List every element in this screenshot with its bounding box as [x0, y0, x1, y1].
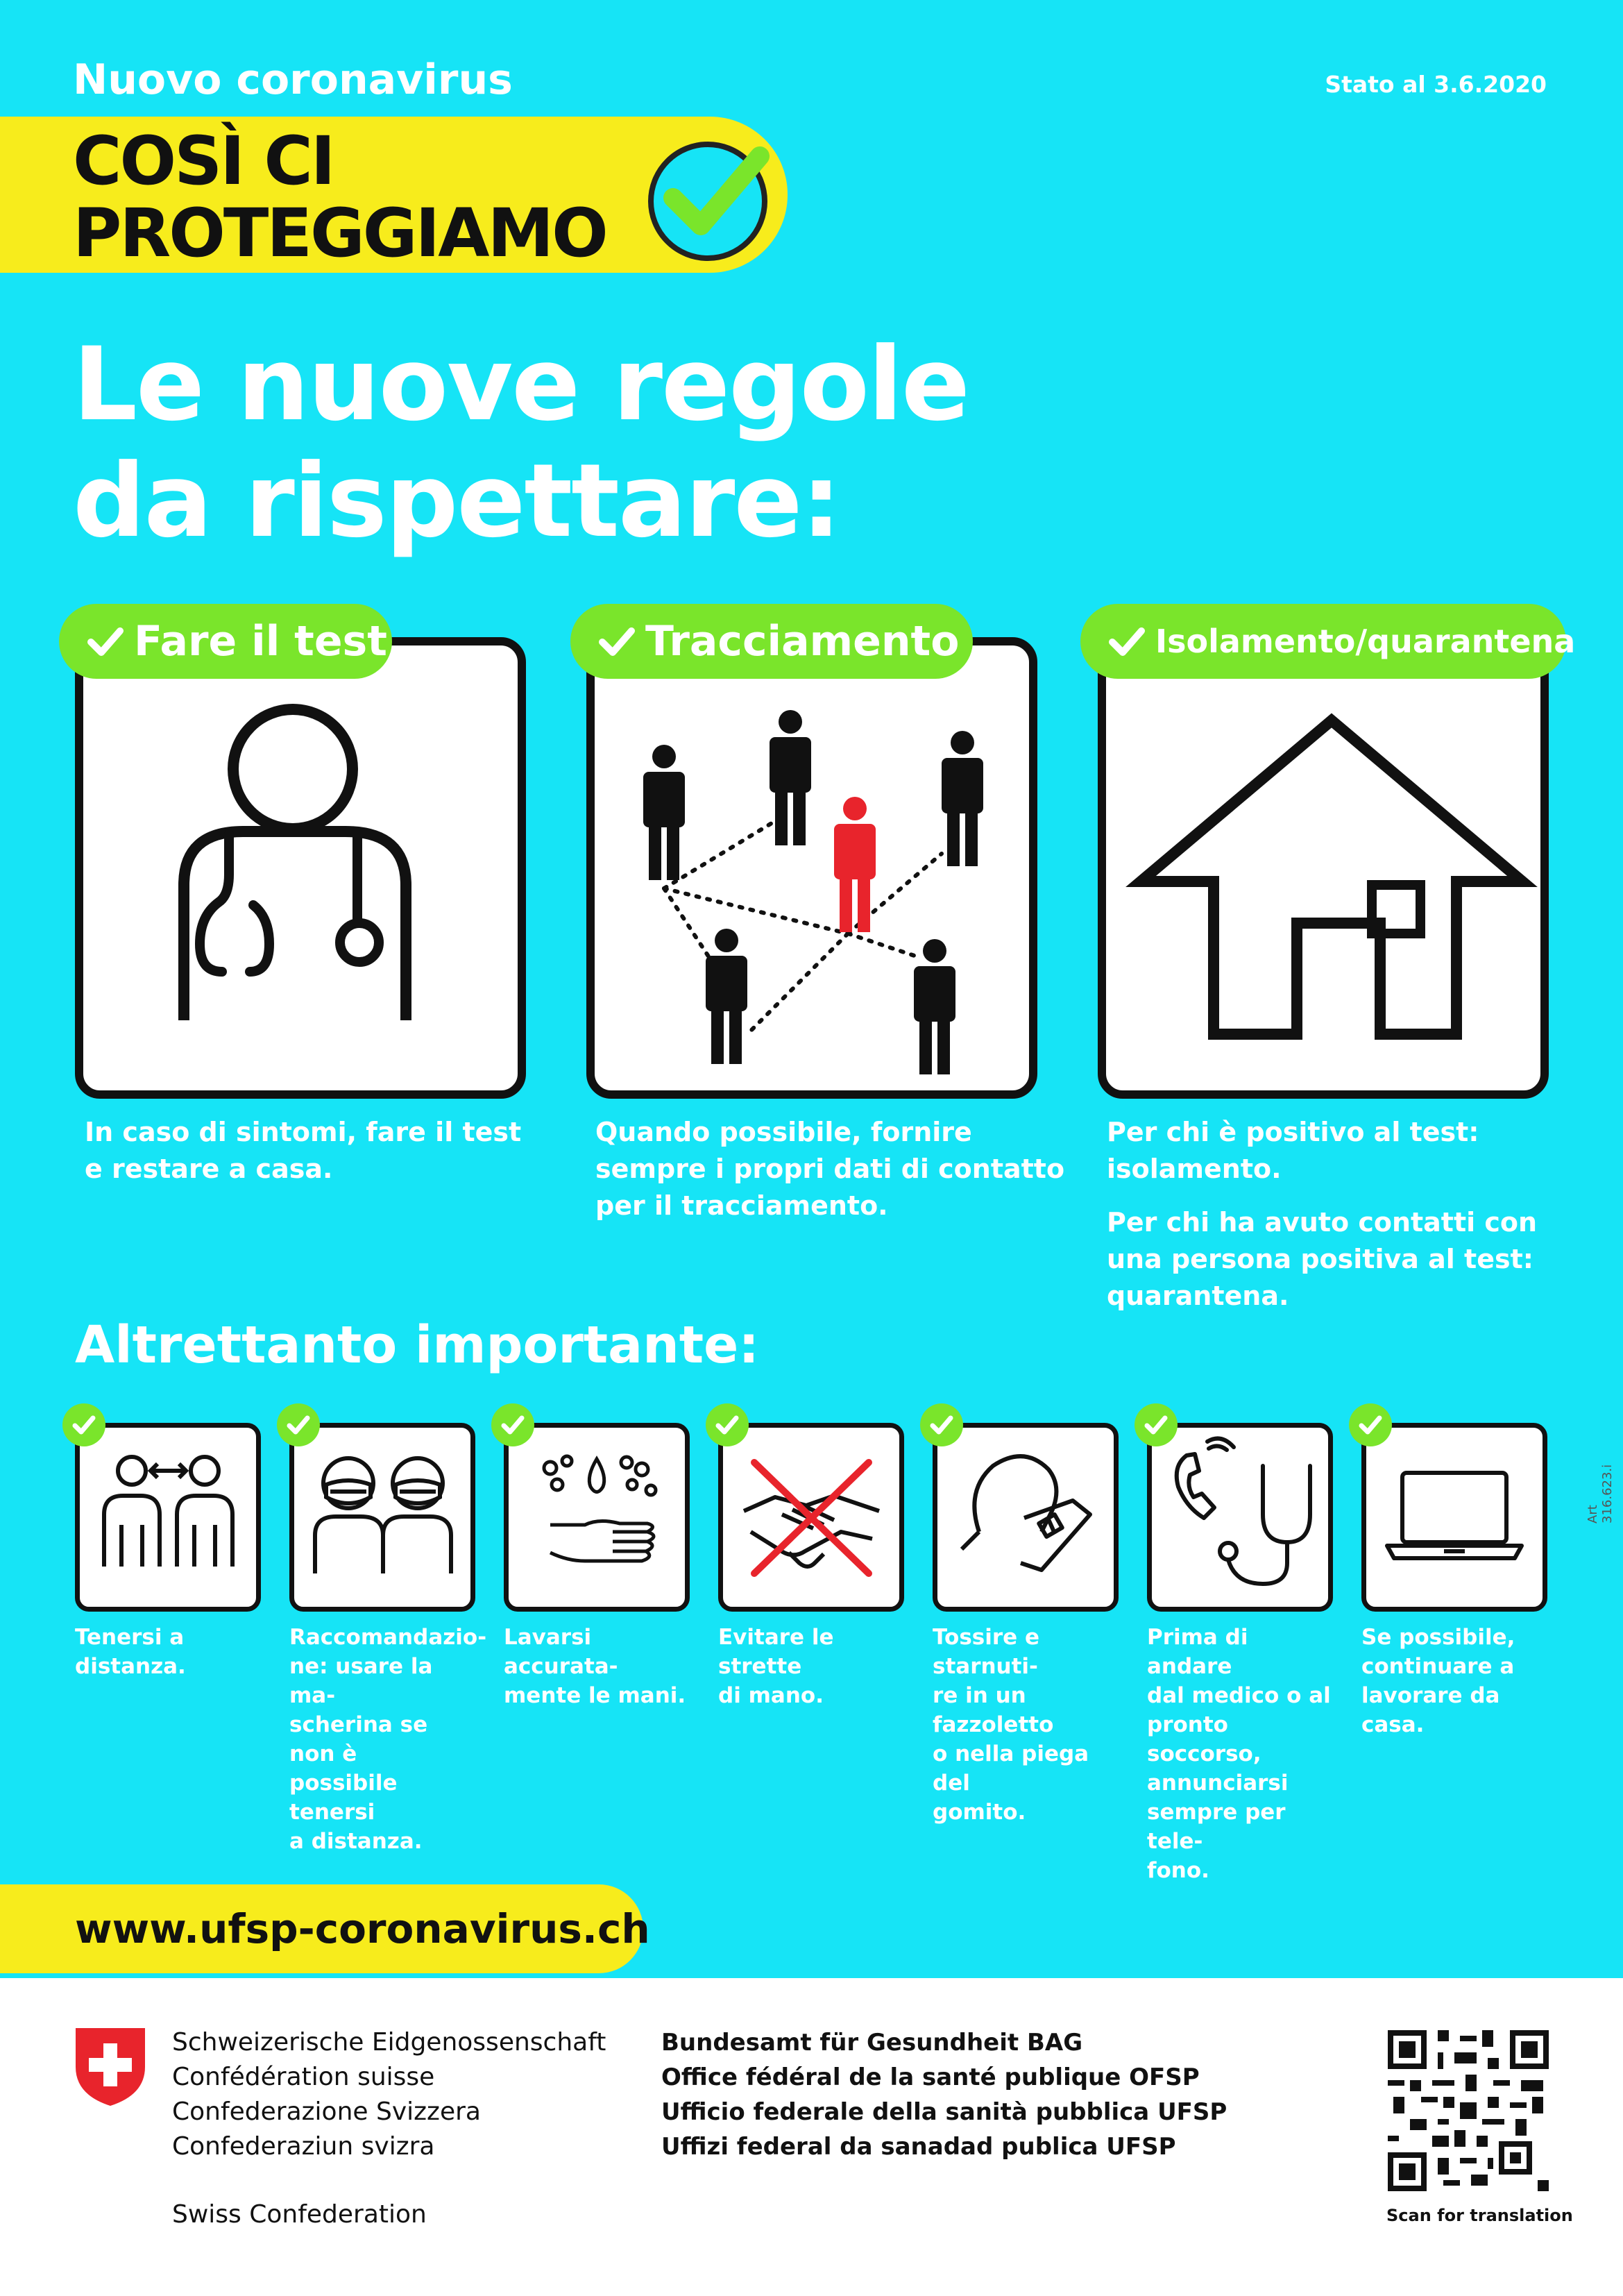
desc-line: Quando possibile, fornire [595, 1117, 972, 1147]
desc-line: a distanza. [289, 1829, 423, 1854]
headline-line2: da rispettare: [73, 442, 840, 560]
desc-line: annunciarsi [1147, 1771, 1289, 1796]
desc-line: una persona positiva al test: [1107, 1244, 1533, 1274]
office-line: Bundesamt für Gesundheit BAG [661, 2029, 1083, 2057]
office-line: Uffizi federal da sanadad publica UFSP [661, 2133, 1176, 2161]
contact-tracing-icon [595, 645, 1029, 1090]
desc-line: Per chi ha avuto contatti con [1107, 1207, 1538, 1238]
check-icon [920, 1403, 963, 1446]
check-icon [491, 1403, 534, 1446]
measure-desc [933, 1623, 1120, 1827]
no-handshake-icon [723, 1428, 899, 1607]
measure-desc [1147, 1623, 1334, 1885]
desc-line: casa. [1361, 1712, 1425, 1737]
check-icon [1108, 623, 1146, 660]
rule-title: Fare il test [134, 617, 387, 666]
rule-title: Isolamento/quarantena [1155, 623, 1576, 660]
measure-desc [1361, 1623, 1549, 1739]
sneeze-elbow-icon [937, 1428, 1114, 1607]
rule-card-isolation [1098, 637, 1549, 1099]
handwash-icon [509, 1428, 685, 1607]
desc-line: ne: usare la ma- [289, 1654, 433, 1708]
desc-line: In caso di sintomi, fare il test [85, 1117, 522, 1147]
desc-line: re in un fazzoletto [933, 1683, 1054, 1737]
desc-line: per il tracciamento. [595, 1190, 888, 1221]
rule-tag-tracing [570, 604, 973, 679]
confederation-line: Schweizerische Eidgenossenschaft [172, 2028, 606, 2057]
desc-line: scherina se non è [289, 1712, 428, 1766]
measure-card [1361, 1423, 1547, 1612]
office-line: Office fédéral de la santé publique OFSP [661, 2063, 1200, 2091]
rule-desc-tracing [595, 1114, 1064, 1224]
confederation-line: Confederazione Svizzera [172, 2097, 481, 2126]
laptop-icon [1366, 1428, 1543, 1607]
measure-card [504, 1423, 690, 1612]
date-label: Stato al 3.6.2020 [1325, 71, 1547, 98]
rule-desc-test [85, 1114, 521, 1188]
desc-line: Lavarsi accurata- [504, 1625, 618, 1679]
rule-tag-test [59, 604, 392, 679]
check-icon [62, 1403, 105, 1446]
measure-desc [289, 1623, 487, 1856]
headline-line1: Le nuove regole [73, 326, 969, 444]
rule-card-test [75, 637, 526, 1099]
desc-line: Raccomandazio- [289, 1625, 487, 1650]
campaign-title [73, 122, 606, 272]
measure-card [718, 1423, 904, 1612]
measure-card [933, 1423, 1119, 1612]
confederation-line: Confederaziun svizra [172, 2132, 435, 2161]
check-icon [1349, 1403, 1392, 1446]
confederation-names [172, 2025, 606, 2232]
house-icon [1106, 645, 1540, 1090]
swiss-confederation-label: Swiss Confederation [172, 2200, 427, 2229]
check-icon [87, 623, 124, 660]
scan-label: Scan for translation [1386, 2206, 1573, 2225]
office-line: Ufficio federale della sanità pubblica UFSP [661, 2098, 1227, 2126]
desc-line: dal medico o al [1147, 1683, 1331, 1708]
rule-card-tracing [586, 637, 1037, 1099]
phone-doctor-icon [1152, 1428, 1328, 1607]
desc-line: pronto soccorso, [1147, 1712, 1261, 1766]
desc-line: possibile tenersi [289, 1771, 398, 1825]
desc-line: continuare a [1361, 1654, 1515, 1679]
swiss-coat-of-arms-icon [73, 2025, 148, 2109]
distance-icon [80, 1428, 256, 1607]
desc-line: isolamento. [1107, 1154, 1282, 1184]
check-icon [598, 623, 636, 660]
desc-line: distanza. [75, 1654, 186, 1679]
check-icon [1135, 1403, 1178, 1446]
section-title: Altrettanto importante: [75, 1315, 759, 1375]
rule-tag-isolation [1080, 604, 1576, 679]
desc-line: mente le mani. [504, 1683, 686, 1708]
mask-icon [294, 1428, 470, 1607]
article-number: Art 316.623.i [1586, 1464, 1615, 1523]
measure-desc [504, 1623, 691, 1710]
desc-line: o nella piega del [933, 1741, 1089, 1796]
measure-card [75, 1423, 261, 1612]
measure-card [289, 1423, 475, 1612]
desc-line: sempre per tele- [1147, 1800, 1286, 1854]
campaign-check-icon [638, 125, 777, 264]
desc-line: lavorare da [1361, 1683, 1500, 1708]
desc-line: Tossire e starnuti- [933, 1625, 1039, 1679]
qr-code-icon[interactable] [1388, 2030, 1549, 2191]
desc-line: fono. [1147, 1858, 1209, 1883]
doctor-stethoscope-icon [83, 645, 518, 1090]
rule-title: Tracciamento [645, 617, 960, 666]
check-icon [706, 1403, 749, 1446]
measure-desc [718, 1623, 906, 1710]
desc-line: Tenersi a [75, 1625, 185, 1650]
measure-desc [75, 1623, 262, 1681]
website-link[interactable]: www.ufsp-coronavirus.ch [75, 1905, 650, 1952]
check-icon [277, 1403, 320, 1446]
desc-line: quarantena. [1107, 1281, 1289, 1311]
campaign-title-line1: COSÌ CI [73, 122, 334, 200]
measure-card [1147, 1423, 1333, 1612]
confederation-line: Confédération suisse [172, 2063, 435, 2091]
desc-line: gomito. [933, 1800, 1026, 1825]
desc-line: sempre i propri dati di contatto [595, 1154, 1065, 1184]
desc-line: Per chi è positivo al test: [1107, 1117, 1479, 1147]
campaign-title-line2: PROTEGGIAMO [73, 194, 606, 272]
desc-line: di mano. [718, 1683, 824, 1708]
desc-line: Se possibile, [1361, 1625, 1515, 1650]
desc-line: e restare a casa. [85, 1154, 333, 1184]
page-headline [73, 326, 969, 559]
rule-desc-isolation [1107, 1114, 1537, 1315]
desc-line: Prima di andare [1147, 1625, 1248, 1679]
office-names [661, 2025, 1227, 2164]
desc-line: Evitare le strette [718, 1625, 834, 1679]
poster-subtitle: Nuovo coronavirus [73, 56, 513, 104]
